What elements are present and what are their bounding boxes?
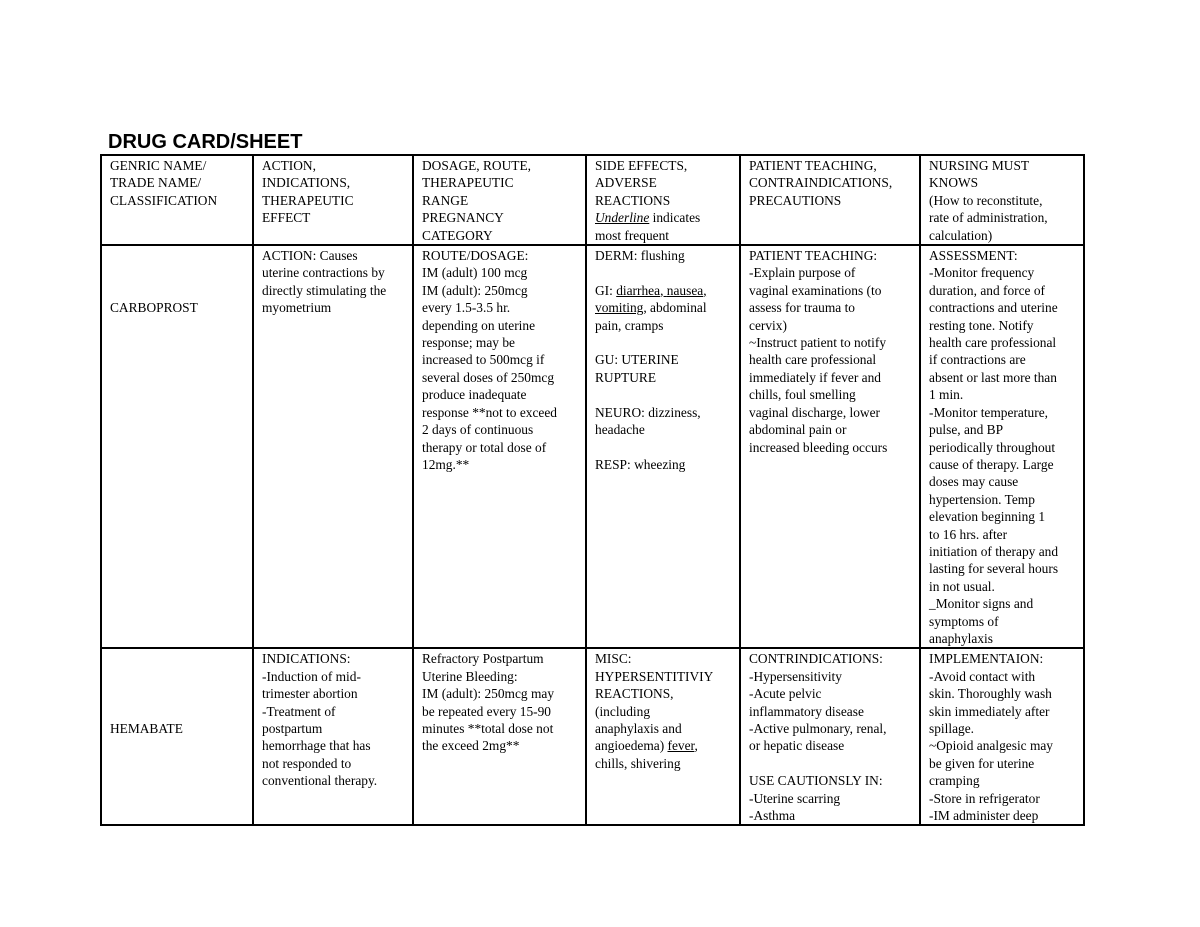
table-row-hemabate bbox=[101, 648, 1084, 825]
header-generic-name: GENRIC NAME/ TRADE NAME/ CLASSIFICATION bbox=[101, 155, 253, 245]
indications-cell: INDICATIONS: -Induction of mid- trimester abortion -Treatment of postpartum hemorrhage that has not responded to conventional therapy. bbox=[253, 648, 413, 825]
dosage-cell: Refractory Postpartum Uterine Bleeding: IM (adult): 250mcg may be repeated every 15-90 minutes **total dose not the exceed 2mg** bbox=[413, 648, 586, 825]
side-effects-cell: DERM: flushing GI: diarrhea, nausea, vomiting, abdominal pain, cramps GU: UTERINE RUPTURE NEURO: dizziness, headache RESP: wheezing bbox=[586, 245, 740, 648]
drug-name-cell bbox=[101, 245, 253, 648]
nursing-cell: IMPLEMENTAION: -Avoid contact with skin. Thoroughly wash skin immediately after spillage. ~Opioid analgesic may be given for uterine cramping -Store in refrigerator -IM administer deep bbox=[920, 648, 1084, 825]
nursing-cell: ASSESSMENT: -Monitor frequency duration, and force of contractions and uterine resting tone. Notify health care professional if contractions are absent or last more than 1 min. -Monitor temperature, pulse, and BP periodically throughout cause of therapy. Large doses may cause hypertension. Temp elevation beginning 1 to 16 hrs. after initiation of therapy and lasting for several hours in not usual. _Monitor signs and symptoms of anaphylaxis bbox=[920, 245, 1084, 648]
drug-name: CARBOPROST bbox=[110, 300, 198, 316]
header-patient-teaching: PATIENT TEACHING, CONTRAINDICATIONS, PRECAUTIONS bbox=[740, 155, 920, 245]
drug-name: HEMABATE bbox=[110, 720, 183, 736]
table-row-carboprost bbox=[101, 245, 1084, 648]
action-cell: ACTION: Causes uterine contractions by directly stimulating the myometrium bbox=[253, 245, 413, 648]
header-dosage: DOSAGE, ROUTE, THERAPEUTIC RANGE PREGNANCY CATEGORY bbox=[413, 155, 586, 245]
dosage-cell: ROUTE/DOSAGE: IM (adult) 100 mcg IM (adult): 250mcg every 1.5-3.5 hr. depending on uterine response; may be increased to 500mcg if several doses of 250mcg produce inadequate response **not to exceed 2 days of continuous therapy or total dose of 12mg.** bbox=[413, 245, 586, 648]
header-row bbox=[101, 155, 1084, 245]
header-side-effects: SIDE EFFECTS, ADVERSE REACTIONS Underline indicates most frequent bbox=[586, 155, 740, 245]
contraindications-cell: CONTRINDICATIONS: -Hypersensitivity -Acute pelvic inflammatory disease -Active pulmonary, renal, or hepatic disease USE CAUTIONSLY IN: -Uterine scarring -Asthma bbox=[740, 648, 920, 825]
header-action: ACTION, INDICATIONS, THERAPEUTIC EFFECT bbox=[253, 155, 413, 245]
underline-legend: Underline bbox=[595, 210, 650, 226]
drug-name-cell bbox=[101, 648, 253, 825]
drug-card-table bbox=[100, 154, 1085, 826]
header-nursing: NURSING MUST KNOWS (How to reconstitute, rate of administration, calculation) bbox=[920, 155, 1084, 245]
patient-teaching-cell: PATIENT TEACHING: -Explain purpose of vaginal examinations (to assess for trauma to cervix) ~Instruct patient to notify health care professional immediately if fever and chills, foul smelling vaginal discharge, lower abdominal pain or increased bleeding occurs bbox=[740, 245, 920, 648]
sheet-title: DRUG CARD/SHEET bbox=[108, 131, 303, 153]
side-effects-cell: MISC: HYPERSENTITIVIY REACTIONS, (including anaphylaxis and angioedema) fever, chills, shivering bbox=[586, 648, 740, 825]
